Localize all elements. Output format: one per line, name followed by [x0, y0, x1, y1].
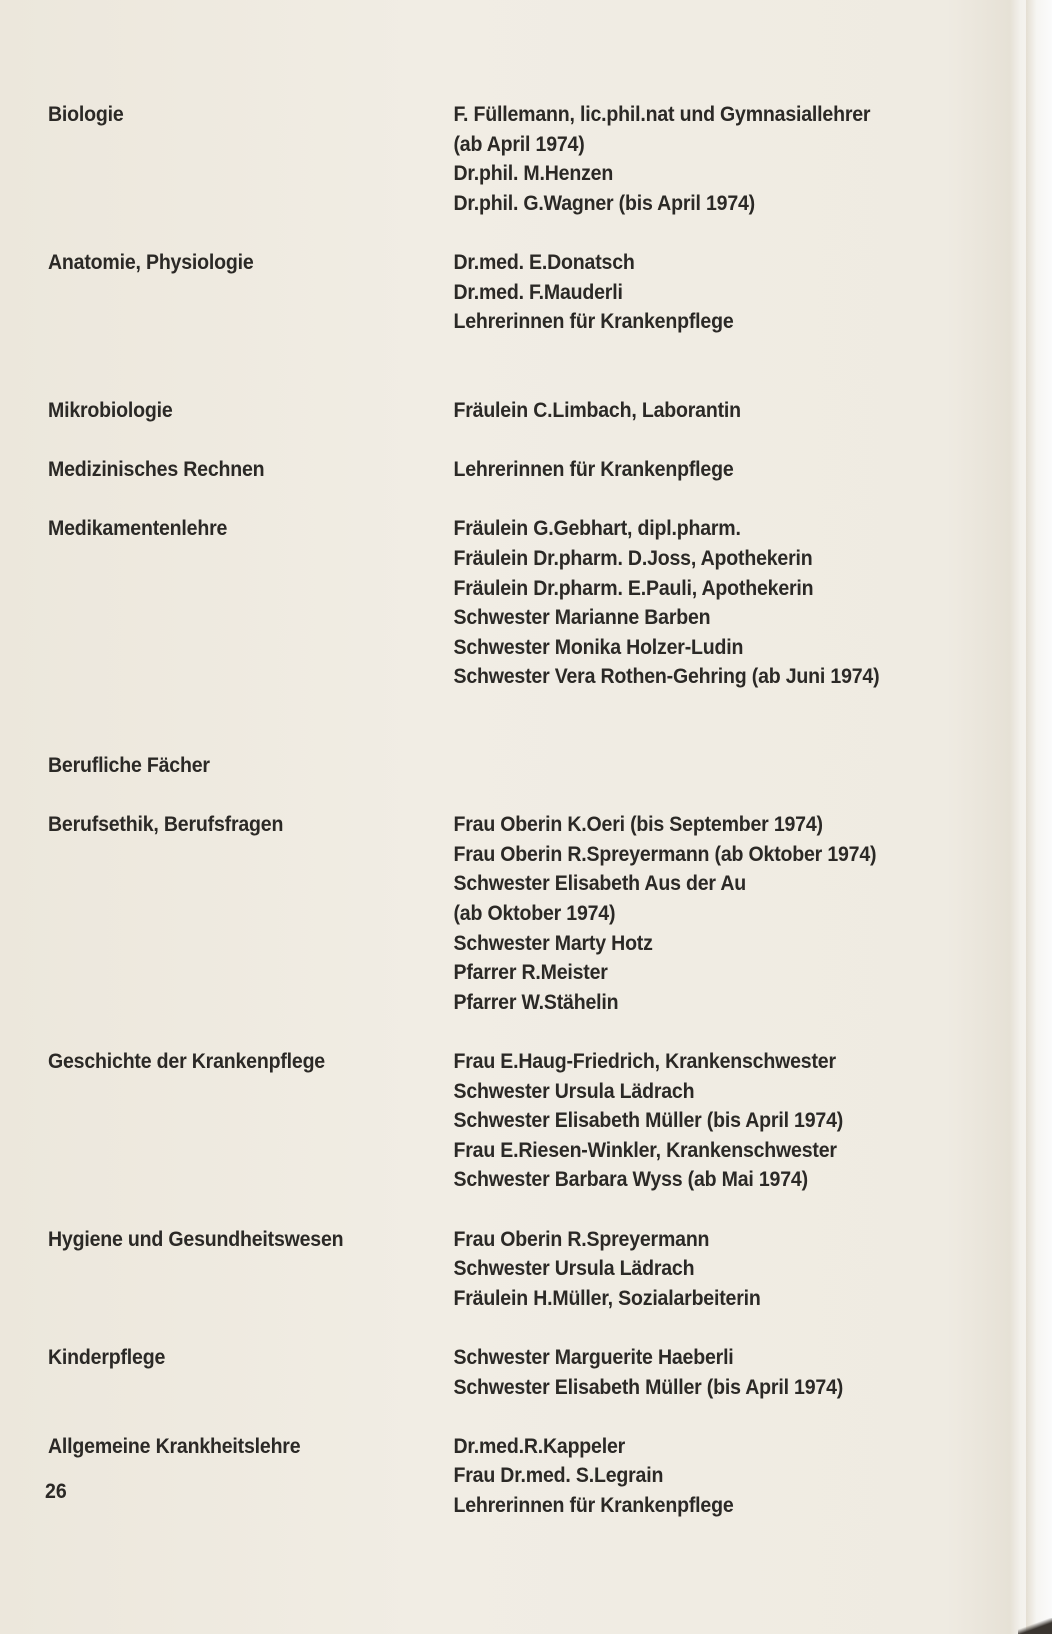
section-medizinisches-rechnen — [48, 455, 941, 485]
subject-label: Mikrobiologie — [48, 398, 173, 422]
section-heading — [48, 751, 941, 781]
section-anatomie-physiologie — [48, 248, 941, 337]
section-medikamentenlehre — [48, 514, 941, 692]
subject-label: Geschichte der Krankenpflege — [48, 1050, 325, 1073]
teacher-entry: Schwester Marguerite Haeberli — [453, 1345, 734, 1369]
book-spine-edge — [1026, 0, 1052, 1634]
teacher-entry: Schwester Vera Rothen-Gehring (ab Juni 1974) — [453, 665, 880, 689]
page-corner-shadow — [1018, 1618, 1052, 1634]
teacher-entry: Schwester Elisabeth Müller (bis April 1974) — [453, 1109, 844, 1133]
subject-label: Kinderpflege — [48, 1345, 166, 1369]
teacher-entry: Dr.med. F.Mauderli — [453, 280, 623, 304]
teacher-entry: Schwester Monika Holzer-Ludin — [453, 635, 744, 659]
teacher-entry: Lehrerinnen für Krankenpflege — [453, 1493, 734, 1517]
teacher-entry: Lehrerinnen für Krankenpflege — [453, 458, 734, 482]
teacher-entry: Frau Oberin K.Oeri (bis September 1974) — [453, 813, 823, 837]
teacher-entry: Dr.phil. G.Wagner (bis April 1974) — [453, 191, 756, 215]
teacher-entry: Schwester Barbara Wyss (ab Mai 1974) — [453, 1168, 808, 1192]
teacher-entry: Schwester Marianne Barben — [453, 606, 711, 630]
teacher-entry: Schwester Ursula Lädrach — [453, 1079, 695, 1103]
section-kinderpflege — [48, 1343, 941, 1402]
teacher-entry: Fräulein Dr.pharm. D.Joss, Apothekerin — [453, 546, 813, 570]
section-hygiene — [48, 1225, 941, 1314]
teacher-entry: Frau E.Haug-Friedrich, Krankenschwester — [453, 1050, 836, 1073]
teacher-entry: (ab Oktober 1974) — [453, 902, 616, 926]
section-geschichte-krankenpflege — [48, 1047, 941, 1195]
teacher-entry: Dr.phil. M.Henzen — [453, 162, 614, 186]
page-number: 26 — [45, 1480, 67, 1503]
subject-label: Anatomie, Physiologie — [48, 250, 254, 274]
teacher-entry: Dr.med.R.Kappeler — [453, 1434, 626, 1458]
teacher-entry: Dr.med. E.Donatsch — [453, 250, 635, 274]
subject-label: Medikamentenlehre — [48, 517, 228, 541]
teacher-entry: F. Füllemann, lic.phil.nat und Gymnasiallehrer — [453, 103, 871, 126]
teacher-entry: Fräulein H.Müller, Sozialarbeiterin — [453, 1286, 761, 1310]
teacher-entry: Pfarrer R.Meister — [453, 961, 608, 985]
teacher-entry: Pfarrer W.Stähelin — [453, 990, 619, 1014]
teacher-entry: Schwester Marty Hotz — [453, 931, 653, 955]
subject-label: Berufsethik, Berufsfragen — [48, 813, 284, 837]
subject-label: Biologie — [48, 103, 124, 126]
teacher-entry: Frau Dr.med. S.Legrain — [453, 1464, 664, 1488]
staff-list — [48, 100, 941, 1521]
teacher-entry: Schwester Ursula Lädrach — [453, 1257, 695, 1281]
section-allgemeine-krankheitslehre — [48, 1432, 941, 1521]
subject-label: Medizinisches Rechnen — [48, 458, 265, 482]
teacher-entry: Frau Oberin R.Spreyermann (ab Oktober 1974) — [453, 842, 877, 866]
section-mikrobiologie — [48, 396, 941, 426]
teacher-entry: Schwester Elisabeth Aus der Au — [453, 872, 747, 896]
subject-label: Hygiene und Gesundheitswesen — [48, 1227, 344, 1251]
section-berufsethik — [48, 810, 941, 1017]
subject-label: Allgemeine Krankheitslehre — [48, 1434, 301, 1458]
teacher-entry: Frau E.Riesen-Winkler, Krankenschwester — [453, 1138, 837, 1162]
teacher-entry: Fräulein Dr.pharm. E.Pauli, Apothekerin — [453, 576, 814, 600]
teacher-entry: Frau Oberin R.Spreyermann — [453, 1227, 710, 1251]
teacher-entry: Lehrerinnen für Krankenpflege — [453, 310, 734, 334]
section-biologie — [48, 100, 941, 218]
section-heading-label: Berufliche Fächer — [48, 754, 210, 778]
teacher-entry: Fräulein C.Limbach, Laborantin — [453, 398, 741, 422]
teacher-entry: (ab April 1974) — [453, 132, 585, 156]
teacher-entry: Fräulein G.Gebhart, dipl.pharm. — [453, 517, 741, 541]
teacher-entry: Schwester Elisabeth Müller (bis April 1974) — [453, 1375, 844, 1399]
